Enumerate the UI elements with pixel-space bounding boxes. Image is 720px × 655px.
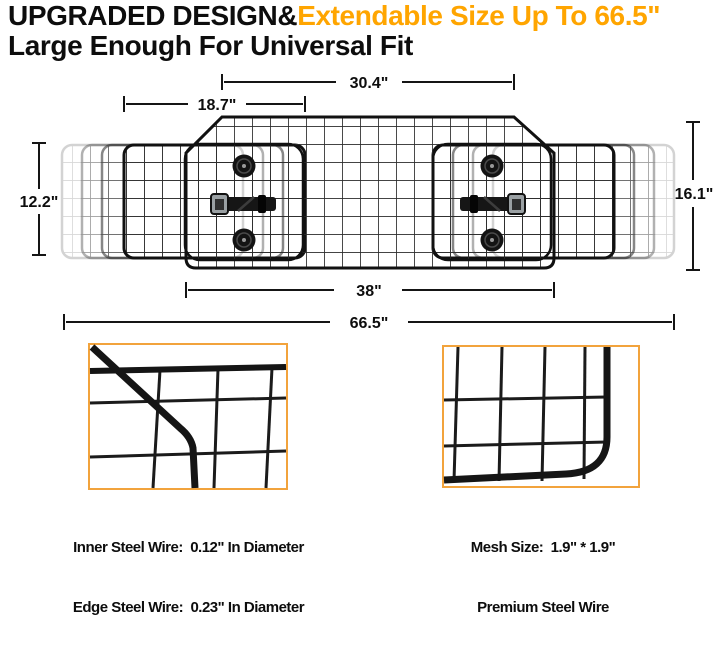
dimension-overall-height [675,122,714,270]
steel-wire-quality: Premium Steel Wire [477,599,609,616]
detail-box-wire-closeup [88,343,288,490]
mesh-size-spec: Mesh Size: 1.9" * 1.9" [470,539,616,556]
dim-label-main-panel-width: 38" [356,283,382,300]
dimension-top-section-width [222,74,514,92]
dim-label-top-section: 30.4" [349,75,389,92]
knob [481,155,504,178]
dim-label-max-extended-width: 66.5" [349,315,389,332]
dimension-main-panel-width [186,282,554,300]
headline-orange-text: Extendable Size Up To 66.5" [297,0,661,31]
dim-label-side-panel-width: 18.7" [197,97,237,114]
dimension-side-panel-height [20,143,59,255]
headline-black-text: UPGRADED DESIGN& [8,0,298,31]
knob [233,155,256,178]
mesh-spec-captions [421,501,665,655]
wire-spec-captions [56,501,321,655]
dim-label-overall-height: 16.1" [674,186,714,203]
inner-wire-spec: Inner Steel Wire: 0.12" In Diameter [73,539,304,556]
strap-right [460,194,525,214]
dim-label-side-panel-height: 12.2" [19,194,59,211]
strap-left [211,194,276,214]
edge-wire-spec: Edge Steel Wire: 0.23" In Diameter [72,599,305,616]
mesh-corner-art [444,347,638,486]
detail-box-mesh-corner [442,345,640,488]
headline-line2: Large Enough For Universal Fit [8,30,413,61]
knob [481,229,504,252]
dimension-side-panel-width [124,96,305,114]
knob [233,229,256,252]
dimension-max-extended-width [64,314,674,332]
wire-closeup-art [90,345,286,488]
